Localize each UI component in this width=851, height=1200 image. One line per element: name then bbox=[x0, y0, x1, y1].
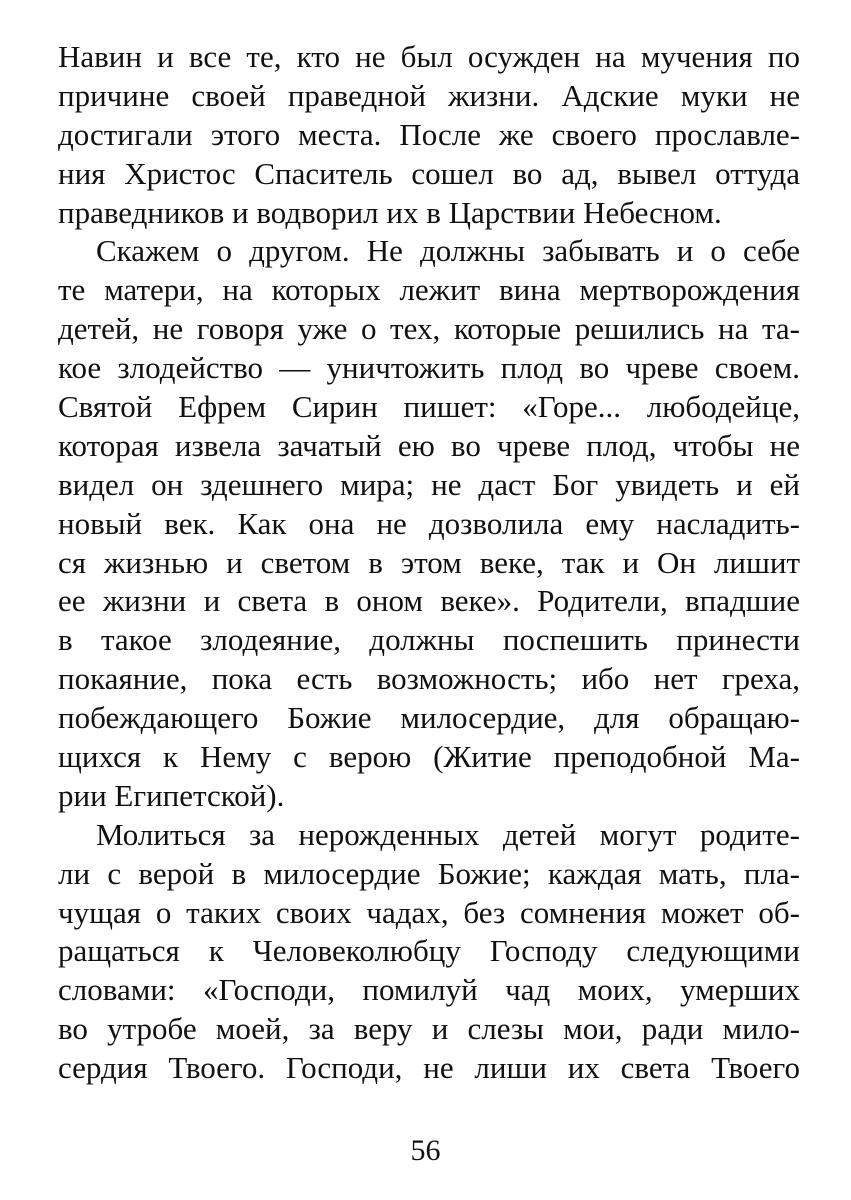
text-line: во утробе моей, за веру и слезы мои, ради мило- bbox=[58, 1011, 800, 1047]
text-line: кое злодейство — уничтожить плод во чреве своем. bbox=[58, 350, 800, 386]
text-line: щихся к Нему с верою (Житие преподобной Ма- bbox=[58, 739, 800, 775]
text-line: ния Христос Спаситель сошел во ад, вывел оттуда bbox=[58, 155, 800, 191]
text-line: видел он здешнего мира; не даст Бог увидеть и ей bbox=[58, 466, 800, 502]
text-line: словами: «Господи, помилуй чад моих, умерших bbox=[58, 972, 800, 1008]
text-line: те матери, на которых лежит вина мертворождения bbox=[58, 272, 800, 308]
text-line: рии Египетской). bbox=[58, 777, 285, 813]
text-line: ся жизнью и светом в этом веке, так и Он лишит bbox=[58, 544, 800, 580]
text-line: достигали этого места. После же своего прославле- bbox=[58, 116, 800, 152]
text-line: побеждающего Божие милосердие, для обращаю- bbox=[58, 700, 800, 736]
text-line: Навин и все те, кто не был осужден на мучения по bbox=[58, 39, 800, 74]
text-line: новый век. Как она не дозволила ему насладить- bbox=[58, 505, 800, 541]
body-text bbox=[58, 38, 800, 1088]
text-line: ее жизни и света в оном веке». Родители, впадшие bbox=[58, 583, 800, 619]
text-line: покаяние, пока есть возможность; ибо нет греха, bbox=[58, 661, 800, 697]
text-line: Святой Ефрем Сирин пишет: «Горе... любодейце, bbox=[58, 389, 800, 425]
paragraph-start-line: Молиться за нерожденных детей могут родите- bbox=[96, 816, 800, 852]
text-line: причине своей праведной жизни. Адские муки не bbox=[58, 77, 800, 113]
text-line: которая извела зачатый ею во чреве плод, чтобы не bbox=[58, 427, 800, 463]
text-line: детей, не говоря уже о тех, которые решились на та- bbox=[58, 311, 800, 347]
page-number: 56 bbox=[410, 1134, 441, 1167]
text-line: сердия Твоего. Господи, не лиши их света Твоего bbox=[58, 1050, 800, 1086]
paragraph-start-line: Скажем о другом. Не должны забывать и о себе bbox=[96, 233, 800, 269]
text-line: ращаться к Человеколюбцу Господу следующими bbox=[58, 933, 800, 969]
text-line: в такое злодеяние, должны поспешить принести bbox=[58, 622, 800, 658]
text-line: праведников и водворил их в Царствии Небесном. bbox=[58, 194, 722, 230]
text-line: ли с верой в милосердие Божие; каждая мать, пла- bbox=[58, 855, 800, 891]
text-line: чущая о таких своих чадах, без сомнения может об- bbox=[58, 894, 800, 930]
